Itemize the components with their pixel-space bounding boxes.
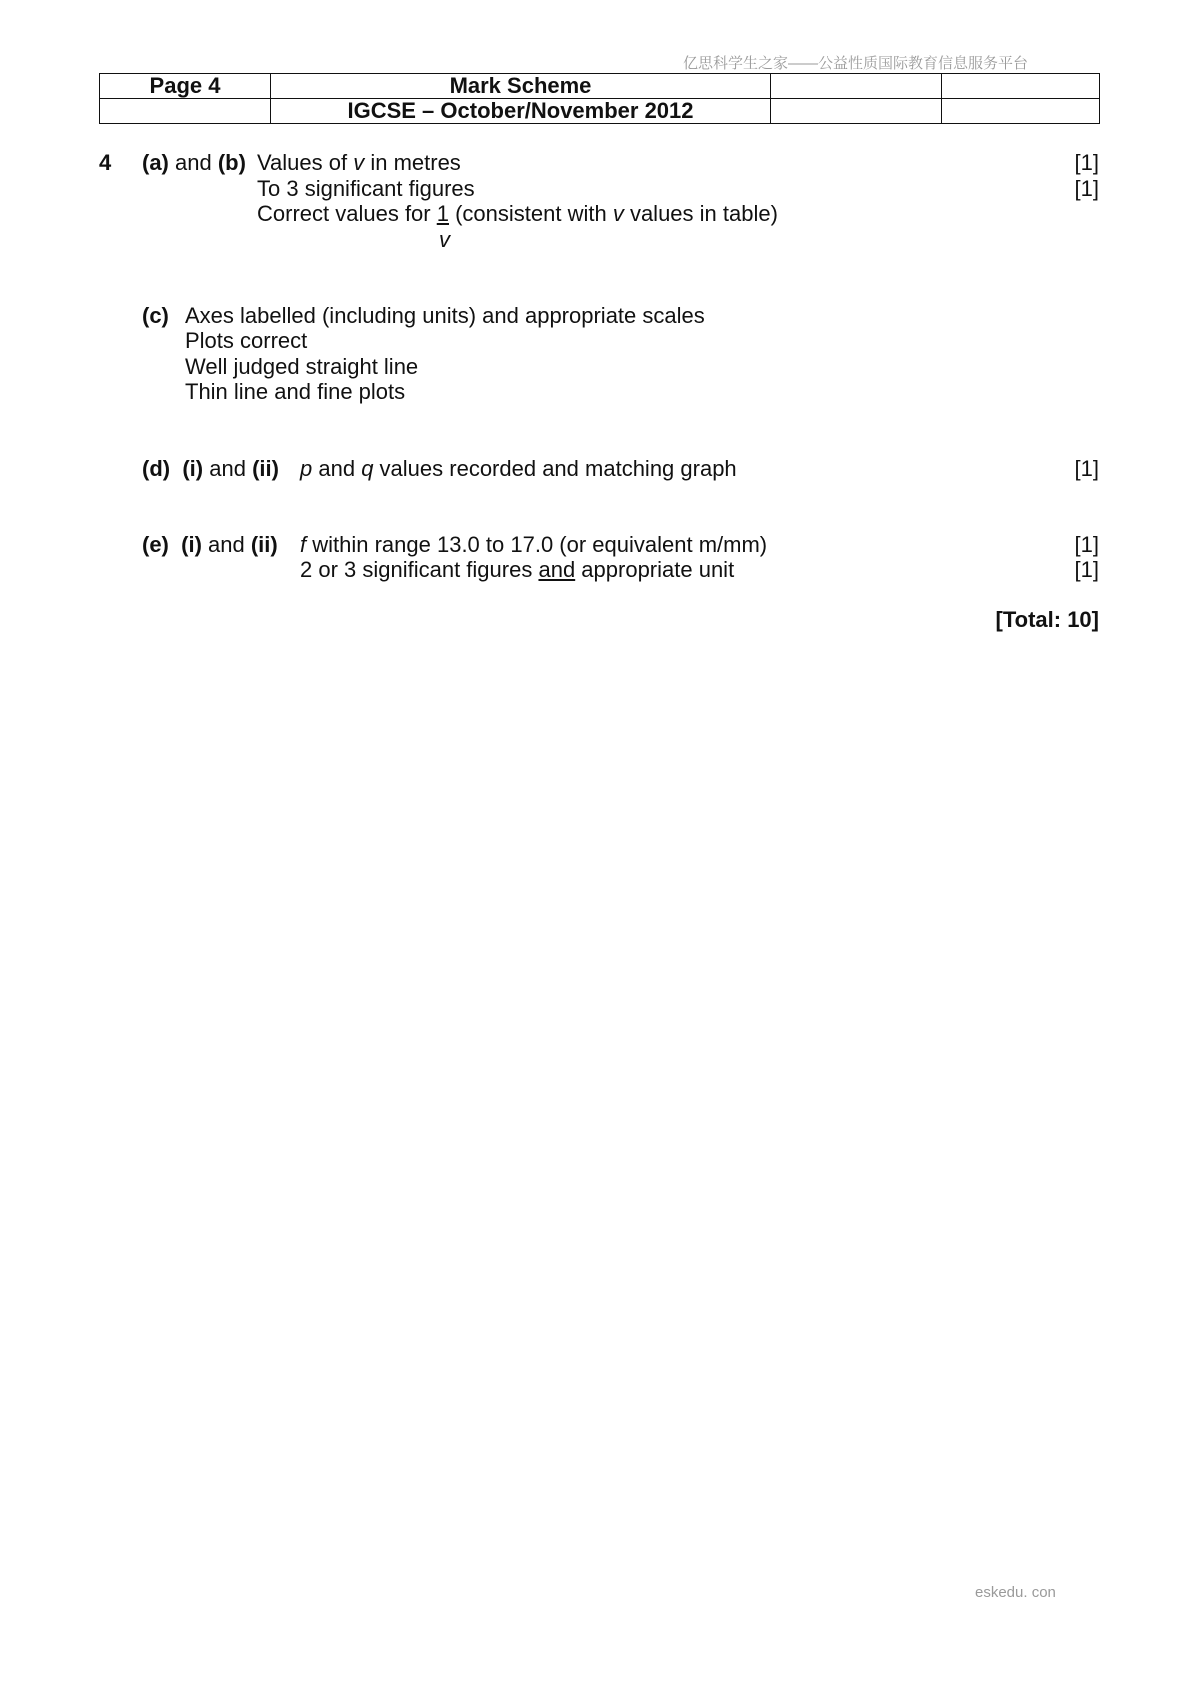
var-f: f (300, 532, 307, 557)
header-blank-cell (771, 99, 942, 124)
ab-line-3-post: values in table) (623, 201, 778, 226)
watermark-bottom: eskedu. con (975, 1584, 1056, 1601)
part-d-label (142, 456, 279, 482)
e-line-2-and: and (538, 557, 576, 582)
header-blank-cell (942, 99, 1100, 124)
fraction-denominator: v (439, 227, 450, 252)
d-line (300, 456, 737, 482)
part-e-letter: (e) (142, 532, 169, 557)
d-rest: values recorded and matching graph (373, 456, 737, 481)
sub-ii-label: (ii) (252, 456, 279, 481)
mark: [1] (1074, 150, 1099, 175)
mark: [1] (1074, 456, 1099, 481)
c-line: Thin line and fine plots (185, 379, 406, 404)
header-syllabus: IGCSE – October/November 2012 (271, 99, 771, 124)
page-number: Page 4 (100, 74, 271, 99)
header-title: Mark Scheme (271, 74, 771, 99)
sub-i-label: (i) (182, 456, 204, 481)
d-and: and (312, 456, 362, 481)
sub-i-label: (i) (181, 532, 202, 557)
c-line: Plots correct (185, 328, 308, 353)
var-p: p (300, 456, 313, 481)
var-v: v (353, 150, 365, 175)
e-line-1-text: within range 13.0 to 17.0 (or equivalent m/mm) (306, 532, 768, 557)
part-e-label (142, 532, 278, 558)
e-line-1 (300, 532, 767, 558)
e-line-2-post: appropriate unit (575, 557, 735, 582)
header-blank-cell (942, 74, 1100, 99)
ab-line-1-pre: Values of (257, 150, 354, 175)
header-table (99, 73, 1100, 124)
and-text: and (208, 532, 245, 557)
and-text: and (209, 456, 246, 481)
and-text: and (175, 150, 212, 175)
sub-ii-label: (ii) (250, 532, 278, 557)
header-blank-cell (100, 99, 271, 124)
mark: [1] (1074, 557, 1099, 582)
header-blank-cell (771, 74, 942, 99)
c-line: Axes labelled (including units) and appropriate scales (185, 303, 705, 328)
c-line: Well judged straight line (185, 354, 419, 379)
part-b-label: (b) (217, 150, 246, 175)
part-d-letter: (d) (142, 456, 171, 481)
var-v: v (612, 201, 624, 226)
ab-line-3-pre: Correct values for (257, 201, 437, 226)
part-c-label: (c) (142, 303, 169, 328)
total-marks: [Total: 10] (995, 607, 1099, 632)
ab-line-1-post: in metres (364, 150, 461, 175)
fraction-numerator: 1 (436, 201, 449, 226)
e-line-2-pre: 2 or 3 significant figures (300, 557, 539, 582)
part-ab-label (142, 150, 246, 176)
ab-line-2: To 3 significant figures (257, 176, 475, 201)
var-q: q (361, 456, 374, 481)
e-line-2 (300, 557, 734, 583)
part-a-label: (a) (142, 150, 169, 175)
mark: [1] (1074, 176, 1099, 201)
ab-line-3 (257, 201, 778, 227)
ab-line-3-mid: (consistent with (448, 201, 613, 226)
mark: [1] (1074, 532, 1099, 557)
question-number: 4 (99, 150, 112, 175)
watermark-top: 亿思科学生之家——公益性质国际教育信息服务平台 (683, 55, 1029, 72)
ab-line-1 (257, 150, 461, 176)
